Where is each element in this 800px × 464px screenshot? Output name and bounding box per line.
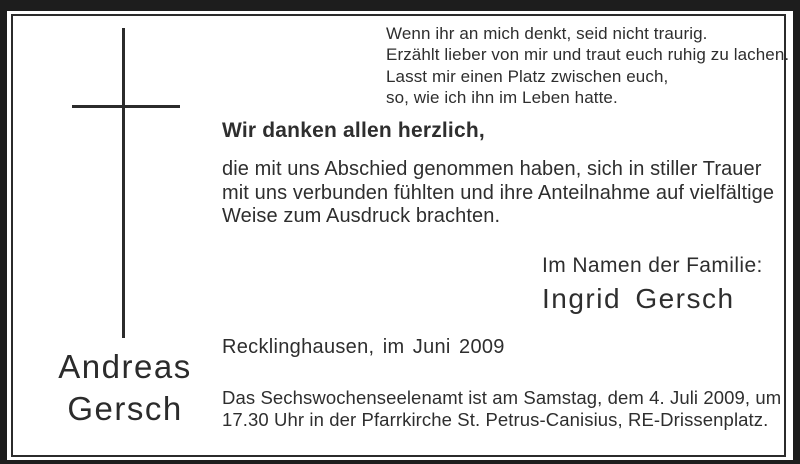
thanks-heading: Wir danken allen herzlich,: [222, 119, 485, 142]
thanks-paragraph-line: die mit uns Abschied genommen haben, sich in stiller Trauer: [222, 158, 762, 180]
deceased-first-name: Andreas: [58, 348, 192, 385]
thanks-paragraph-line: mit uns verbunden fühlten und ihre Anteilnahme auf vielfältige: [222, 181, 775, 204]
memorial-service-info: [222, 387, 781, 430]
memorial-poem: [386, 23, 789, 108]
service-info-line: Das Sechswochenseelenamt ist am Samstag, dem 4. Juli 2009, um: [222, 387, 782, 408]
family-signature: Ingrid Gersch: [542, 283, 735, 314]
deceased-name: [25, 346, 225, 430]
cross-icon: [72, 105, 180, 108]
poem-line: so, wie ich ihn im Leben hatte.: [386, 87, 618, 107]
service-info-line: 17.30 Uhr in der Pfarrkirche St. Petrus-Canisius, RE-Drissenplatz.: [222, 408, 769, 430]
poem-line: Lasst mir einen Platz zwischen euch,: [386, 66, 669, 86]
poem-line: Erzählt lieber von mir und traut euch ruhig zu lachen.: [386, 45, 790, 65]
place-and-date: Recklinghausen, im Juni 2009: [222, 336, 505, 358]
thanks-paragraph: [222, 158, 774, 229]
family-intro: Im Namen der Familie:: [542, 254, 763, 277]
thanks-paragraph-line: Weise zum Ausdruck brachten.: [222, 205, 501, 227]
deceased-last-name: Gersch: [67, 390, 183, 427]
cross-icon: [122, 28, 125, 338]
poem-line: Wenn ihr an mich denkt, seid nicht traurig.: [386, 24, 708, 43]
